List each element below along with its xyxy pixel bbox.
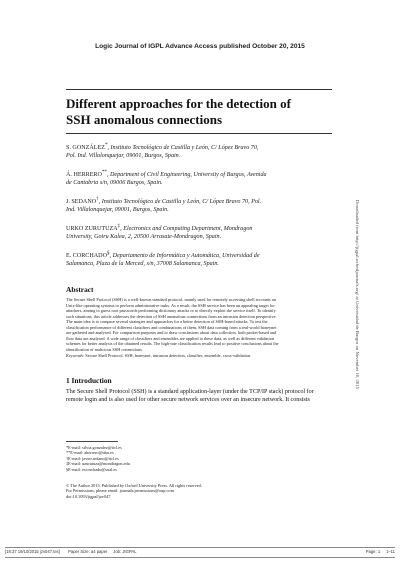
footnote: *E-mail: silvia.gonzalez@itcl.es [66,445,122,450]
author-block [66,195,338,215]
footnote-rule [66,441,118,442]
intro-line: remote login and is also used for other secure network services over an insecure network. It consists [66,397,310,404]
keywords [66,353,334,358]
title-line-2: SSH anomalous connections [66,111,223,127]
intro-line: The Secure Shell Protocol (SSH) is a standard application-layer (under the TCP/IP stack) protocol for [66,389,314,395]
abstract-line: classification performance of different classifiers and combinations of them, SSH data coming from a real-world honeynet [66,324,277,330]
author-block [66,222,338,242]
abstract-line: schemes for better analysis of the obtained results. The high-rate classification results lead to positive conclusions about the [66,341,279,347]
abstract-heading: Abstract [66,285,94,294]
abstract-line: The Secure Shell Protocol (SSH) is a well-known standard protocol, mainly used for remotely accessing shell accounts on [66,297,277,302]
title-line-1: Different approaches for the detection of [66,96,291,111]
author-affiliation-cont: Pol. Ind. Villalonquejar, 09001, Burgos, Spain. [66,153,181,160]
author-name: E. CORCHADO [66,253,107,260]
footer-rule-bottom [5,557,395,558]
title-rule-top [66,89,332,90]
author-mark: ‡ [117,223,121,229]
download-sidenote: Downloaded from http://jigpal.oxfordjournals.org/ at Universidad de Burgos on November 10, 2015 [355,200,360,389]
introduction-body [66,388,336,405]
author-affiliation-cont: University, Goiru Kalea, 2, 20500 Arrasate-Mondragon, Spain. [66,234,222,241]
abstract-line: such situations, this article addresses the detection of SSH anomalous connections from an intrusion detection perspective. [66,313,277,319]
abstract-line: Unix-like operating systems to perform administrative tasks. As a result, the SSH service has been an appealing target for [66,302,275,308]
section-heading-introduction: 1 Introduction [66,376,112,385]
footnote: ‡E-mail: uzurutuza@mondragon.edu [66,461,130,467]
footer-page-info: Page: 1 1–11 [365,549,395,554]
footnote: †E-mail: javier.sedano@itcl.es [66,455,119,461]
publication-note: Logic Journal of IGPL Advance Access published October 20, 2015 [95,43,305,50]
author-name: S. GONZÁLEZ [66,145,105,152]
author-affiliation: , Instituto Tecnológico de Castilla y León, C/ López Bravo 70, Pol. [98,199,262,206]
abstract-line: are gathered and analysed. For comparison purposes and to draw conclusions about data collection, both packet-based and [66,330,277,336]
permissions-line: For Permissions, please email: journals.permissions@oup.com [66,488,174,494]
copyright-line: © The Author 2015. Published by Oxford University Press. All rights reserved. [66,483,202,488]
footer-job-info: [18:37 19/10/2015 jzv047.tex] Paper Size: a4 paper Job: JIGPAL [5,549,137,554]
author-mark: † [96,196,99,202]
author-affiliation: , Instituto Tecnológico de Castilla y León, C/ López Bravo 70, [107,145,259,152]
copyright-block [66,483,202,499]
footer-rule-top [5,547,395,548]
author-affiliation-cont: de Cantabria s/n, 09006 Burgos, Spain. [66,180,163,187]
author-name: J. SEDANO [66,199,97,206]
author-block [66,249,338,269]
footnotes [66,445,130,472]
author-mark: * [104,142,108,148]
author-mark: ** [101,169,107,175]
doi-line: doi:10.1093/jigpal/jzv047 [66,493,111,499]
print-footer [5,549,395,556]
footnote: §E-mail: escorchado@usal.es [66,466,117,472]
abstract-line: attackers, aiming to guess root passwords performing dictionary attacks or to directly exploit the service itself. To identify [66,308,276,314]
author-mark: § [106,250,110,256]
author-affiliation: , Department of Civil Engineering, University of Burgos, Avenida [106,172,267,179]
abstract-line: identification of malicious SSH connections. [66,346,143,352]
author-affiliation: , Electronics and Computing Department, Mondragon [120,226,253,233]
abstract-body [66,297,334,352]
author-name: URKO ZURUTUZA [66,226,118,233]
author-affiliation-cont: Ind. Villalonquejar, 09001, Burgos, Spain. [66,207,169,214]
title-rule-bottom [66,133,332,134]
author-affiliation-cont: Salamanca, Plaza de la Merced, s/n, 37008 Salamanca, Spain. [66,261,219,268]
author-affiliation: , Departamento de Informática y Automática, Universidad de [109,253,260,260]
footnote: **E-mail: aherrero@ubu.es [66,450,114,456]
keywords-label: Keywords [66,353,84,358]
paper-title [66,96,346,127]
keywords-list: : Secure Shell Protocol, SSH, honeynet, intrusion detection, classifier, ensemble, cross-validation. [83,353,252,358]
author-block [66,141,338,161]
author-block [66,168,338,188]
abstract-line: The main idea is to compare several strategies and approaches for a better detection of SSH-based attacks. To test the [66,319,268,325]
abstract-line: flow data are analysed. A wide range of classifiers and ensembles are applied to these data, as well as different validation [66,335,275,341]
author-name: Á. HERRERO [66,172,102,179]
